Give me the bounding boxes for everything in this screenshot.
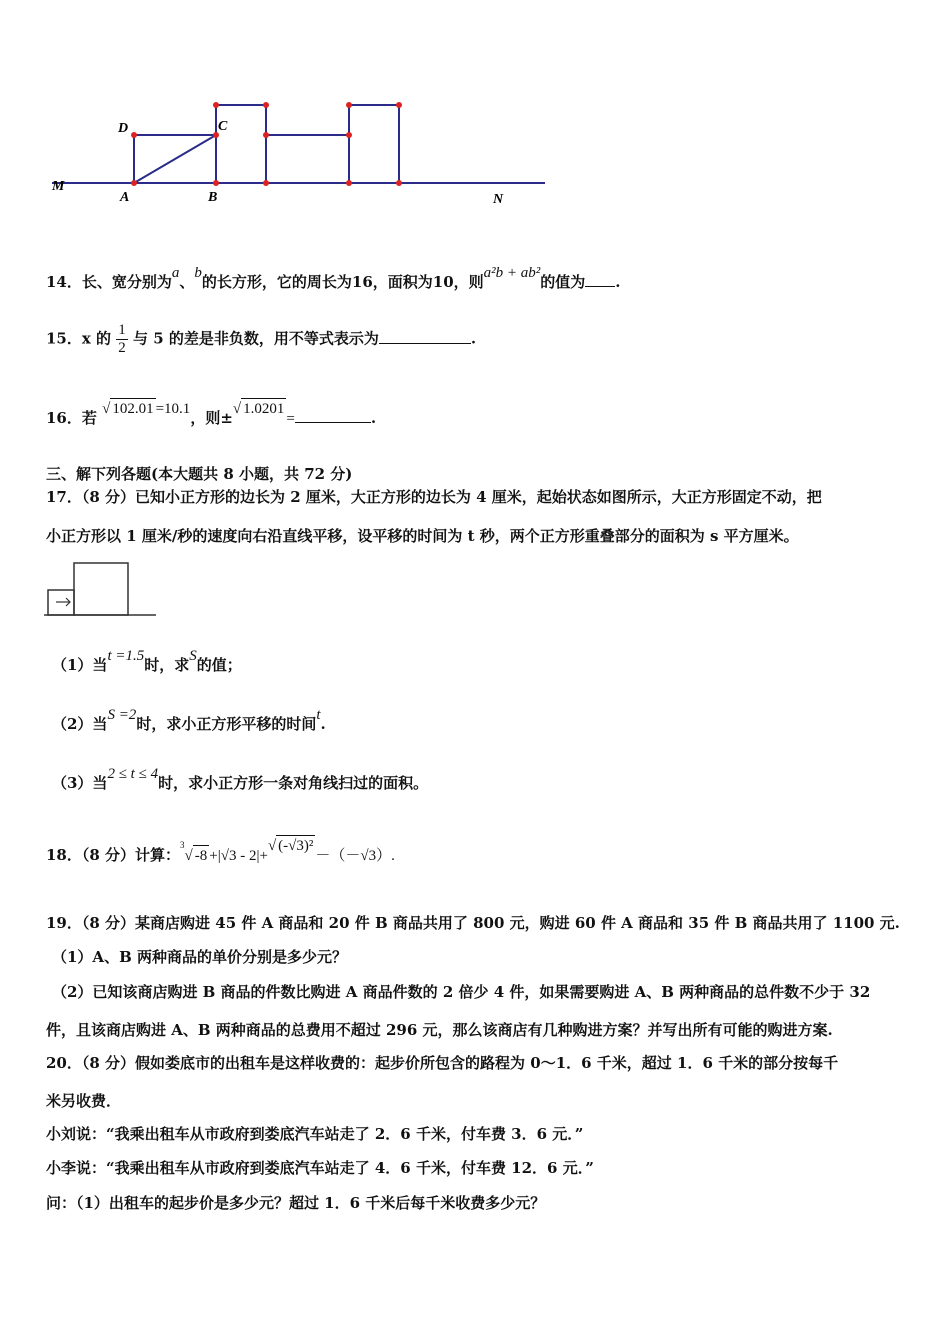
label-n: N — [493, 192, 504, 207]
question-17-part-2: （2）当S =2时，求小正方形平移的时间t. — [52, 707, 326, 733]
question-20-line-3: 小刘说：“我乘出租车从市政府到娄底汽车站走了 2．6 千米，付车费 3．6 元．” — [46, 1125, 584, 1143]
answer-blank[interactable] — [379, 329, 471, 344]
right-square — [349, 105, 399, 183]
section-title: 三、解下列各题(本大题共 8 小题，共 72 分) — [46, 465, 353, 483]
question-17-part-3: （3）当2 ≤ t ≤ 4时，求小正方形一条对角线扫过的面积。 — [52, 766, 429, 792]
label-b: B — [208, 190, 218, 205]
question-16: 16．若 √ 102.01 =10.1，则±√ 1.0201= . — [46, 408, 376, 429]
question-15: 15．x 的 $\frac{1}{2}$ 与 5 的差是非负数，用不等式表示为 . — [46, 322, 477, 356]
answer-blank[interactable] — [295, 408, 371, 423]
label-a: A — [120, 190, 130, 205]
radicand-2: 1.0201 — [241, 398, 286, 419]
squares-start-figure — [44, 560, 159, 620]
question-20-line-5: 问：（1）出租车的起步价是多少元？超过 1．6 千米后每千米收费多少元？ — [46, 1194, 546, 1212]
question-18: 18．（8 分）计算：$^3$√ -8 +|√3 - 2|+√ (-√3)²－（－√3）. — [46, 845, 395, 867]
question-19-line-3: （2）已知该商店购进 B 商品的件数比购进 A 商品件数的 2 倍少 4 件，如果需要购进 A、B 两种商品的总件数不少于 32 — [52, 983, 871, 1001]
big-square — [216, 105, 266, 183]
question-19-line-1: 19．（8 分）某商店购进 45 件 A 商品和 20 件 B 商品共用了 800 元，购进 60 件 A 商品和 35 件 B 商品共用了 1100 元. — [46, 914, 900, 932]
question-20-line-2: 米另收费． — [46, 1092, 122, 1110]
answer-blank[interactable] — [585, 272, 615, 287]
label-c: C — [218, 119, 228, 134]
question-19-line-2: （1）A、B 两种商品的单价分别是多少元？ — [52, 948, 347, 966]
question-20-line-4: 小李说：“我乘出租车从市政府到娄底汽车站走了 4．6 千米，付车费 12．6 元．” — [46, 1159, 594, 1177]
question-14: 14．长、宽分别为a、b的长方形，它的周长为16，面积为10，则a²b + ab²的值为 . — [46, 265, 621, 291]
fraction-half: $\frac{1}{2}$ — [118, 322, 126, 356]
question-17-line-2: 小正方形以 1 厘米/秒的速度向右沿直线平移，设平移的时间为 t 秒，两个正方形重叠部分的面积为 s 平方厘米。 — [46, 527, 799, 545]
label-d: D — [118, 121, 129, 136]
radicand-1: 102.01 — [110, 398, 155, 419]
question-20-line-1: 20．（8 分）假如娄底市的出租车是这样收费的：起步价所包含的路程为 0～1．6 千米，超过 1．6 千米的部分按每千 — [46, 1054, 839, 1072]
label-m: M — [52, 179, 65, 194]
diagonal-ac — [134, 135, 216, 183]
question-17-line-1: 17．（8 分）已知小正方形的边长为 2 厘米，大正方形的边长为 4 厘米，起始状态如图所示，大正方形固定不动，把 — [46, 488, 822, 506]
squares-figure — [40, 95, 560, 215]
question-19-line-4: 件，且该商店购进 A、B 两种商品的总费用不超过 296 元，那么该商店有几种购进方案？并写出所有可能的购进方案. — [46, 1021, 833, 1039]
expression: a²b + ab² — [483, 265, 541, 281]
question-17-part-1: （1）当t =1.5时，求S的值； — [52, 648, 242, 674]
